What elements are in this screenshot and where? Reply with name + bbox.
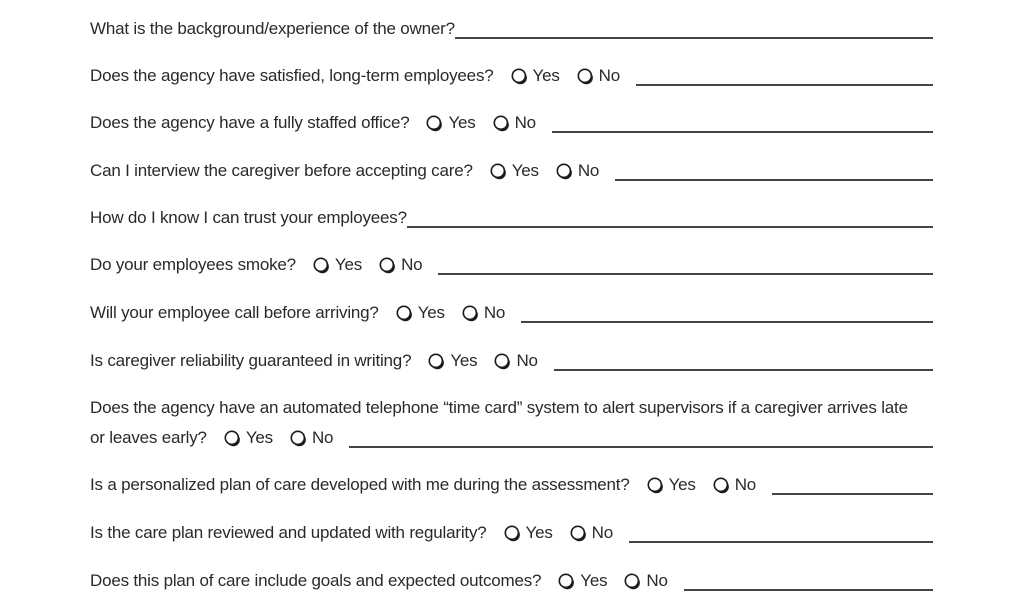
- question-text: Will your employee call before arriving?: [90, 303, 379, 322]
- radio-option-yes[interactable]: [426, 111, 475, 135]
- radio-option-no[interactable]: [290, 426, 333, 450]
- radio-button-icon: [426, 115, 443, 132]
- radio-option-yes[interactable]: [511, 64, 560, 88]
- answer-blank-line[interactable]: [629, 521, 933, 543]
- question-text: Is caregiver reliability guaranteed in writing?: [90, 351, 412, 370]
- question-row: [90, 349, 933, 373]
- radio-button-icon: [493, 115, 510, 132]
- radio-button-icon: [428, 353, 445, 370]
- question-text: or leaves early?: [90, 428, 207, 447]
- question-text: Is the care plan reviewed and updated with regularity?: [90, 523, 487, 542]
- radio-button-icon: [379, 257, 396, 274]
- radio-button-icon: [490, 163, 507, 180]
- radio-option-label: No: [483, 303, 506, 322]
- radio-button-icon: [494, 353, 511, 370]
- radio-option-yes[interactable]: [313, 253, 362, 277]
- question-row: [90, 301, 933, 325]
- answer-blank-line[interactable]: [438, 253, 933, 275]
- answer-blank-line[interactable]: [615, 159, 933, 181]
- radio-option-label: Yes: [334, 255, 363, 274]
- radio-option-label: No: [401, 255, 423, 274]
- radio-option-no[interactable]: [556, 159, 599, 183]
- radio-button-icon: [290, 430, 307, 447]
- radio-option-label: No: [734, 475, 757, 494]
- radio-option-yes[interactable]: [558, 569, 607, 593]
- radio-option-label: No: [591, 523, 613, 542]
- radio-option-label: No: [646, 571, 668, 590]
- radio-option-no[interactable]: [624, 569, 667, 593]
- radio-option-label: No: [598, 66, 620, 85]
- question-row: [90, 159, 933, 183]
- radio-button-icon: [558, 573, 575, 590]
- radio-option-yes[interactable]: [396, 301, 445, 325]
- radio-option-label: No: [311, 428, 334, 447]
- radio-option-yes[interactable]: [490, 159, 539, 183]
- answer-blank-line[interactable]: [684, 569, 933, 591]
- radio-option-no[interactable]: [493, 111, 536, 135]
- radio-option-label: Yes: [525, 523, 553, 542]
- answer-blank-line[interactable]: [552, 111, 933, 133]
- radio-option-label: No: [516, 351, 538, 370]
- radio-option-label: No: [514, 113, 536, 132]
- answer-blank-line[interactable]: [455, 17, 933, 39]
- radio-option-label: Yes: [580, 571, 608, 590]
- radio-option-label: Yes: [668, 475, 696, 494]
- answer-blank-line[interactable]: [554, 349, 933, 371]
- question-row: [90, 521, 933, 545]
- radio-button-icon: [713, 477, 730, 494]
- answer-blank-line[interactable]: [407, 206, 933, 228]
- radio-option-label: Yes: [532, 66, 560, 85]
- question-row: [90, 111, 933, 135]
- answer-blank-line[interactable]: [521, 301, 933, 323]
- radio-button-icon: [224, 430, 241, 447]
- radio-option-no[interactable]: [462, 301, 505, 325]
- radio-button-icon: [396, 305, 413, 322]
- radio-button-icon: [511, 68, 528, 85]
- radio-option-no[interactable]: [577, 64, 620, 88]
- radio-button-icon: [570, 525, 587, 542]
- radio-option-no[interactable]: [713, 473, 756, 497]
- question-row: [90, 426, 933, 450]
- answer-blank-line[interactable]: [772, 473, 933, 495]
- question-text: Can I interview the caregiver before accepting care?: [90, 161, 473, 180]
- question-row: [90, 473, 933, 497]
- radio-option-yes[interactable]: [504, 521, 553, 545]
- question-row: [90, 569, 933, 593]
- radio-button-icon: [647, 477, 664, 494]
- questionnaire-page: [90, 0, 933, 600]
- radio-button-icon: [462, 305, 479, 322]
- question-text: What is the background/experience of the owner?: [90, 19, 455, 38]
- question-row: [90, 64, 933, 88]
- radio-option-label: Yes: [511, 161, 539, 180]
- radio-button-icon: [624, 573, 641, 590]
- radio-option-label: No: [577, 161, 600, 180]
- question-row: [90, 206, 933, 230]
- radio-option-yes[interactable]: [647, 473, 696, 497]
- answer-blank-line[interactable]: [349, 426, 933, 448]
- radio-button-icon: [313, 257, 330, 274]
- radio-option-yes[interactable]: [428, 349, 477, 373]
- question-row: [90, 396, 933, 420]
- answer-blank-line[interactable]: [636, 64, 933, 86]
- question-text: Does this plan of care include goals and expected outcomes?: [90, 571, 542, 590]
- radio-button-icon: [504, 525, 521, 542]
- radio-button-icon: [577, 68, 594, 85]
- radio-option-label: Yes: [417, 303, 445, 322]
- radio-option-yes[interactable]: [224, 426, 273, 450]
- radio-option-no[interactable]: [494, 349, 537, 373]
- radio-option-label: Yes: [450, 351, 478, 370]
- question-text: Does the agency have an automated telephone “time card” system to alert supervisors if a caregiver arrives late: [90, 398, 908, 417]
- radio-button-icon: [556, 163, 573, 180]
- radio-option-label: Yes: [245, 428, 273, 447]
- question-text: Is a personalized plan of care developed with me during the assessment?: [90, 475, 630, 494]
- question-text: Does the agency have a fully staffed office?: [90, 113, 410, 132]
- radio-option-no[interactable]: [379, 253, 422, 277]
- question-row: [90, 17, 933, 41]
- question-text: Does the agency have satisfied, long-term employees?: [90, 66, 494, 85]
- question-text: Do your employees smoke?: [90, 255, 296, 274]
- question-row: [90, 253, 933, 277]
- radio-option-no[interactable]: [570, 521, 613, 545]
- question-text: How do I know I can trust your employees?: [90, 208, 407, 227]
- radio-option-label: Yes: [448, 113, 476, 132]
